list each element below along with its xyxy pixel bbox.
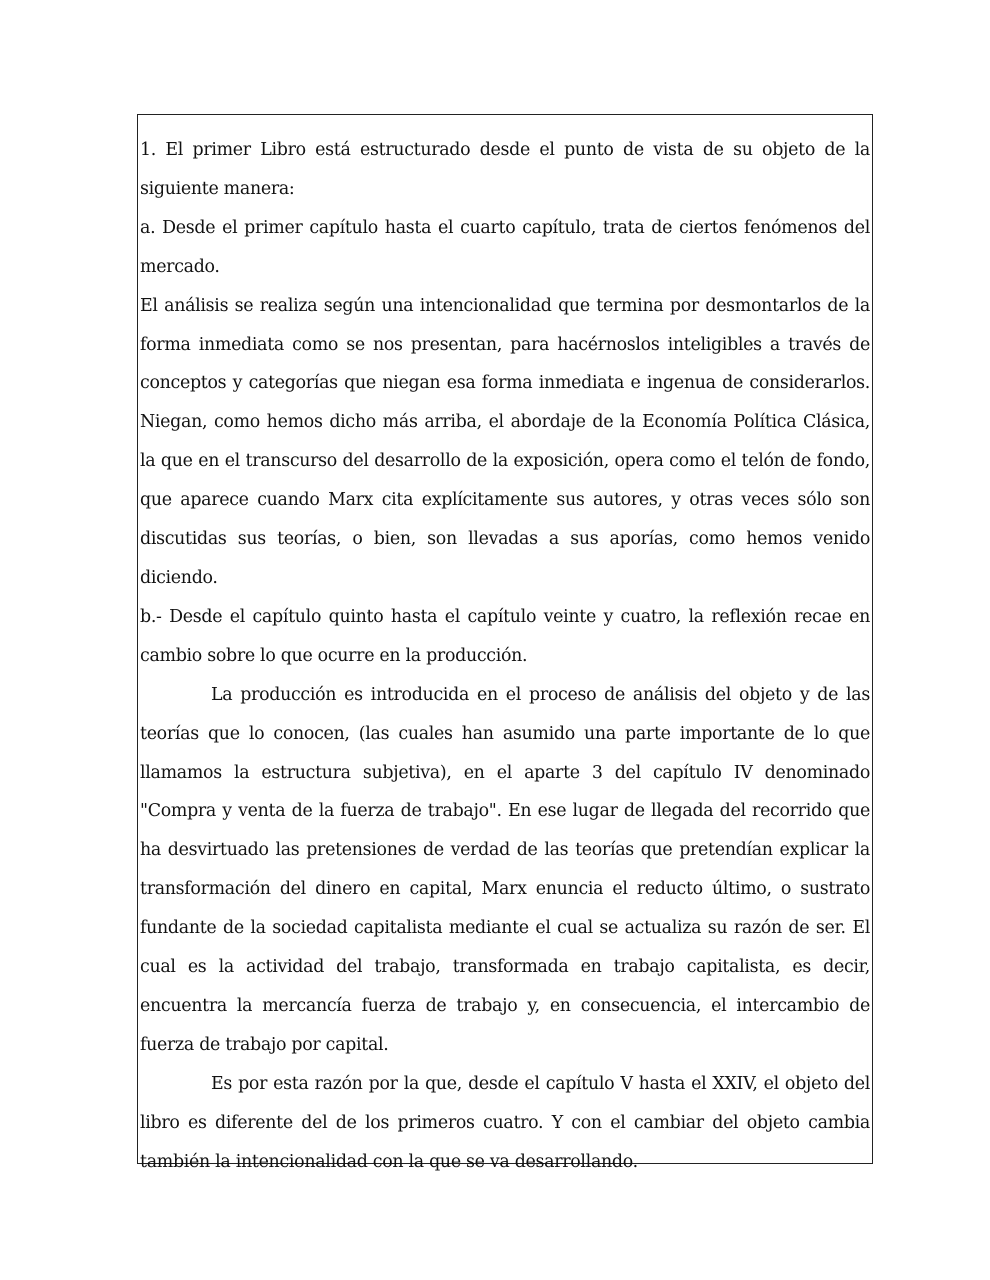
text-frame — [137, 114, 873, 1172]
paragraph-production: La producción es introducida en el proceso de análisis del objeto y de las teorías que lo conocen, (las cuales han asumido una parte importante de lo que llamamos la estructura subjetiva), en el aparte 3 del capítulo IV denominado "Compra y venta de la fuerza de trabajo". En ese lugar de llegada del recorrido que ha desvirtuado las pretensiones de verdad de las teorías que pretendían explicar la transformación del dinero en capital, Marx enuncia el reducto último, o sustrato fundante de la sociedad capitalista mediante el cual se actualiza su razón de ser. El cual es la actividad del trabajo, transformada en trabajo capitalista, es decir, encuentra la mercancía fuerza de trabajo y, en consecuencia, el intercambio de fuerza de trabajo por capital. — [140, 684, 870, 1055]
paragraph-section-b: b.- Desde el capítulo quinto hasta el capítulo veinte y cuatro, la reflexión recae en cambio sobre lo que ocurre en la producción. — [140, 606, 870, 666]
paragraph-section-a: a. Desde el primer capítulo hasta el cuarto capítulo, trata de ciertos fenómenos del mercado. — [140, 217, 870, 277]
paragraph-intro: 1. El primer Libro está estructurado desde el punto de vista de su objeto de la siguiente manera: — [140, 140, 870, 199]
paragraph-conclusion: Es por esta razón por la que, desde el capítulo V hasta el XXIV, el objeto del libro es diferente del de los primeros cuatro. Y con el cambiar del objeto cambia también la intencionalidad con la que se va desarrollando. — [140, 1073, 870, 1172]
document-body — [140, 131, 870, 1181]
paragraph-analysis: El análisis se realiza según una intencionalidad que termina por desmontarlos de la forma inmediata como se nos presentan, para hacérnoslos inteligibles a través de conceptos y categorías que niegan esa forma inmediata e ingenua de considerarlos. Niegan, como hemos dicho más arriba, el abordaje de la Economía Política Clásica, la que en el transcurso del desarrollo de la exposición, opera como el telón de fondo, que aparece cuando Marx cita explícitamente sus autores, y otras veces sólo son discutidas sus teorías, o bien, son llevadas a sus aporías, como hemos venido diciendo. — [140, 295, 870, 588]
